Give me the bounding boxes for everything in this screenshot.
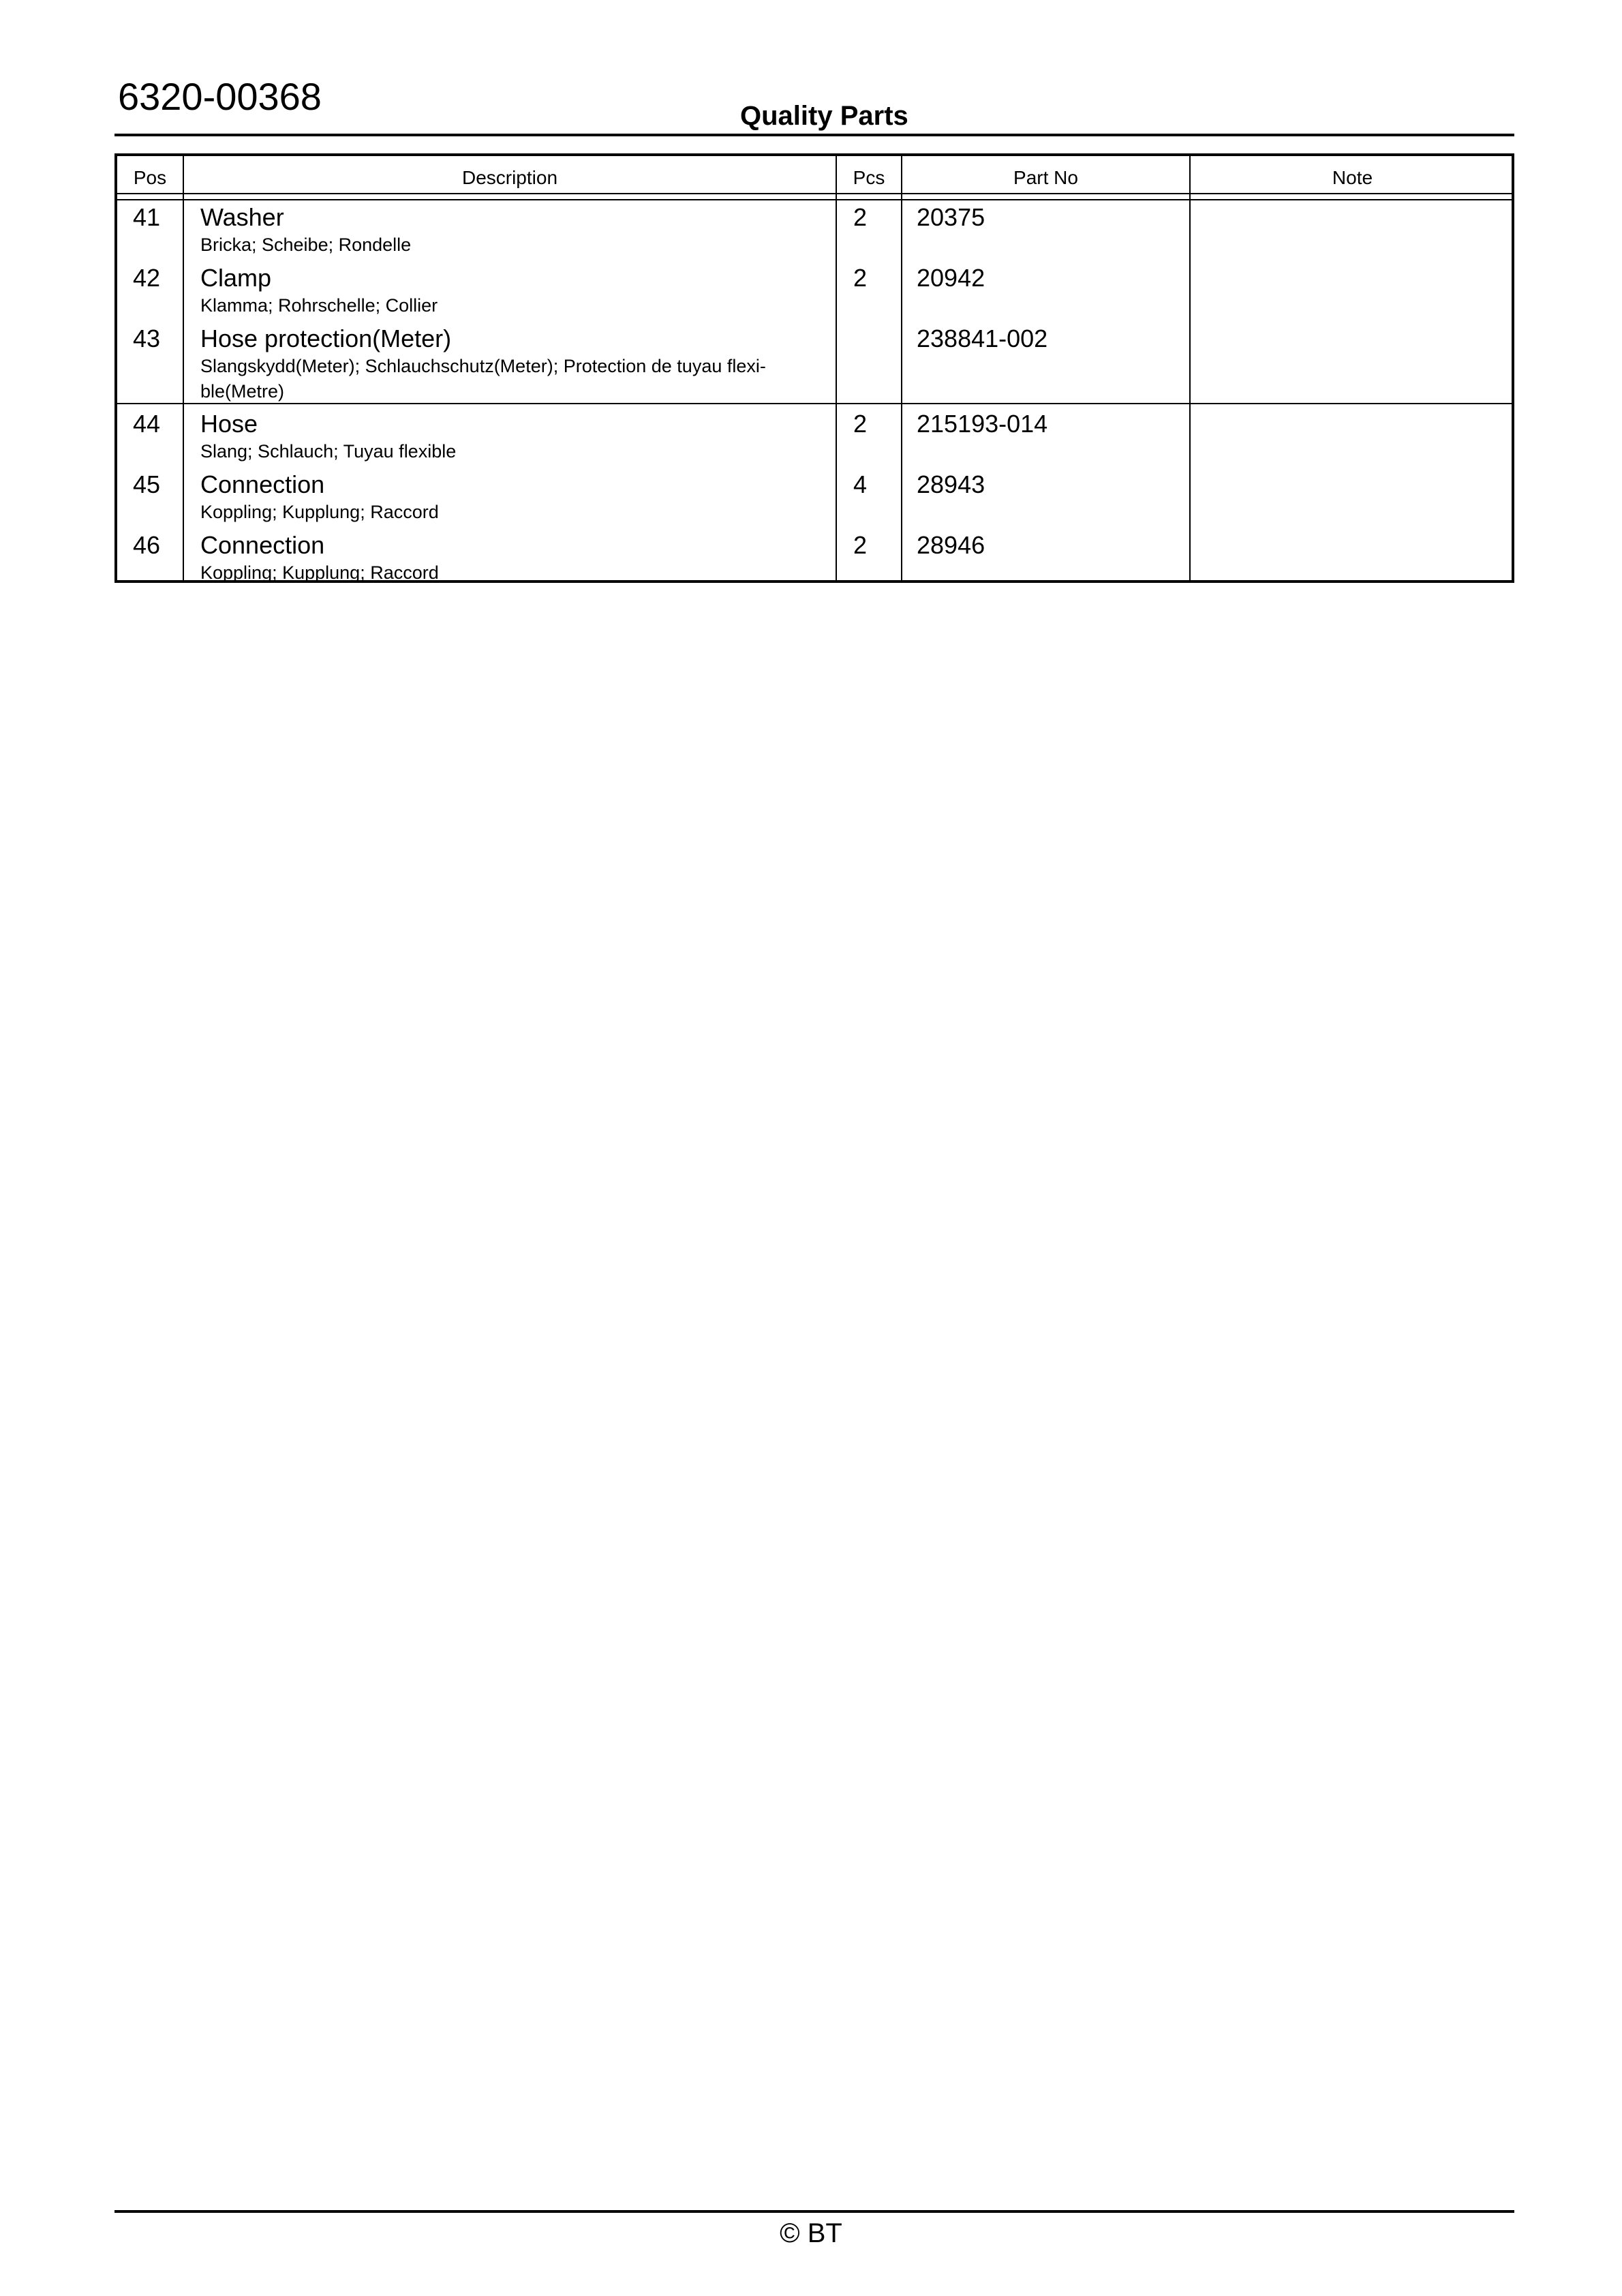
part-name: Clamp bbox=[200, 264, 272, 292]
row-description bbox=[200, 533, 814, 586]
part-name: Washer bbox=[200, 203, 284, 231]
row-pos: 42 bbox=[133, 264, 161, 292]
column-header-pos: Pos bbox=[133, 167, 167, 188]
parts-table bbox=[114, 153, 1514, 583]
copyright-text: © BT bbox=[780, 2218, 842, 2248]
row-pos: 45 bbox=[133, 470, 161, 498]
part-name: Hose protection(Meter) bbox=[200, 324, 452, 352]
column-header-description: Description bbox=[461, 167, 558, 188]
row-description bbox=[200, 472, 814, 525]
document-number: 6320-00368 bbox=[118, 75, 322, 118]
header-rule-bottom bbox=[117, 199, 1512, 200]
row-description bbox=[200, 266, 814, 318]
column-divider bbox=[183, 156, 184, 580]
row-part-no: 28946 bbox=[917, 531, 985, 559]
row-pos: 43 bbox=[133, 324, 161, 352]
part-translations: Klamma; Rohrschelle; Collier bbox=[200, 295, 438, 316]
row-pos: 44 bbox=[133, 410, 161, 438]
part-translations: Bricka; Scheibe; Rondelle bbox=[200, 235, 412, 255]
row-part-no: 20375 bbox=[917, 203, 985, 231]
page-title: Quality Parts bbox=[740, 101, 908, 131]
row-part-no: 215193-014 bbox=[917, 410, 1048, 438]
column-header-note: Note bbox=[1332, 167, 1373, 188]
row-pcs: 2 bbox=[853, 531, 868, 559]
part-translations: Slang; Schlauch; Tuyau flexible bbox=[200, 441, 457, 462]
part-name: Hose bbox=[200, 410, 258, 438]
row-description bbox=[200, 205, 814, 258]
part-translations: Koppling; Kupplung; Raccord bbox=[200, 502, 439, 522]
row-pcs: 2 bbox=[853, 410, 868, 438]
part-translations: Koppling; Kupplung; Raccord bbox=[200, 562, 439, 583]
footer-divider bbox=[114, 2210, 1514, 2213]
column-header-pcs: Pcs bbox=[853, 167, 885, 188]
row-pcs: 2 bbox=[853, 264, 868, 292]
header-rule-top bbox=[117, 193, 1512, 194]
column-header-part-no: Part No bbox=[1013, 167, 1078, 188]
part-name: Connection bbox=[200, 470, 325, 498]
header-divider bbox=[114, 134, 1514, 136]
row-description bbox=[200, 324, 814, 404]
part-translations: Slangskydd(Meter); Schlauchschutz(Meter); Protection de tuyau flexi- ble(Metre) bbox=[200, 356, 766, 402]
column-divider bbox=[1189, 156, 1191, 580]
row-pos: 46 bbox=[133, 531, 161, 559]
row-pcs: 4 bbox=[853, 470, 868, 498]
row-part-no: 20942 bbox=[917, 264, 985, 292]
column-divider bbox=[901, 156, 902, 580]
row-pcs: 2 bbox=[853, 203, 868, 231]
column-divider bbox=[836, 156, 837, 580]
part-name: Connection bbox=[200, 531, 325, 559]
row-part-no: 238841-002 bbox=[917, 324, 1048, 352]
row-description bbox=[200, 412, 814, 464]
row-part-no: 28943 bbox=[917, 470, 985, 498]
row-pos: 41 bbox=[133, 203, 161, 231]
